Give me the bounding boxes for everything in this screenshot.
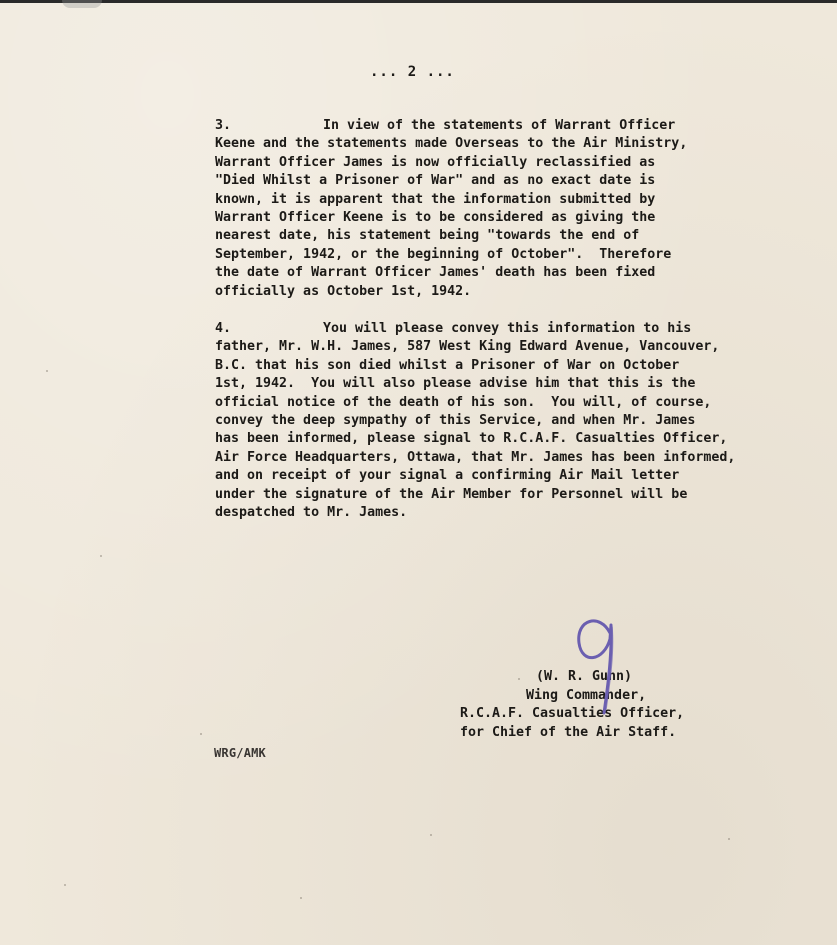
signatory-name: (W. R. Gunn) bbox=[536, 669, 633, 684]
paper-speck bbox=[518, 678, 520, 680]
paragraph-line: father, Mr. W.H. James, 587 West King Edward Avenue, Vancouver, bbox=[215, 339, 720, 355]
paragraph-line: officially as October 1st, 1942. bbox=[215, 283, 472, 299]
paper-speck bbox=[64, 884, 66, 886]
paragraph-line: under the signature of the Air Member for Personnel will be bbox=[215, 486, 688, 502]
paragraph-line: Warrant Officer James is now officially reclassified as bbox=[215, 154, 656, 170]
corner-smudge bbox=[62, 0, 102, 8]
paper-speck bbox=[430, 834, 432, 836]
page-top-edge bbox=[0, 0, 837, 3]
paper-speck bbox=[200, 733, 202, 735]
paragraph-line: Keene and the statements made Overseas to the Air Ministry, bbox=[215, 136, 688, 152]
paragraph-line: and on receipt of your signal a confirming Air Mail letter bbox=[215, 468, 680, 484]
paragraph-4 bbox=[215, 320, 815, 522]
paragraph-line: Air Force Headquarters, Ottawa, that Mr. James has been informed, bbox=[215, 449, 736, 465]
signatory-title: R.C.A.F. Casualties Officer, bbox=[460, 706, 685, 722]
paragraph-number: 4. bbox=[215, 321, 232, 336]
page-number: ... 2 ... bbox=[370, 64, 455, 80]
paragraph-line: B.C. that his son died whilst a Prisoner of War on October bbox=[215, 357, 680, 373]
paragraph-line: nearest date, his statement being "towards the end of bbox=[215, 228, 640, 244]
paragraph-line: "Died Whilst a Prisoner of War" and as no exact date is bbox=[215, 173, 656, 189]
paragraph-line: official notice of the death of his son. You will, of course, bbox=[215, 394, 712, 410]
paper-speck bbox=[728, 838, 730, 840]
paragraph-line: 3. In view of the statements of Warrant Officer bbox=[215, 117, 815, 135]
handwritten-signature bbox=[570, 605, 630, 715]
paragraph-line: Warrant Officer Keene is to be considered as giving the bbox=[215, 210, 656, 226]
reference-initials: WRG/AMK bbox=[214, 746, 266, 760]
paragraph-3 bbox=[215, 117, 815, 301]
paragraph-line: the date of Warrant Officer James' death has been fixed bbox=[215, 265, 656, 281]
signatory-authority: for Chief of the Air Staff. bbox=[460, 724, 677, 740]
paper-speck bbox=[100, 555, 102, 557]
paragraph-line: September, 1942, or the beginning of October". Therefore bbox=[215, 246, 672, 262]
paper-speck bbox=[300, 897, 302, 899]
paragraph-line: has been informed, please signal to R.C.A.F. Casualties Officer, bbox=[215, 431, 728, 447]
paragraph-line: convey the deep sympathy of this Service, and when Mr. James bbox=[215, 413, 696, 429]
signatory-rank: Wing Commander, bbox=[526, 687, 647, 703]
paragraph-line: known, it is apparent that the information submitted by bbox=[215, 191, 656, 207]
paper-speck bbox=[46, 370, 48, 372]
paragraph-line: 4. You will please convey this information to his bbox=[215, 320, 815, 338]
paragraph-number: 3. bbox=[215, 118, 232, 133]
paragraph-line: 1st, 1942. You will also please advise him that this is the bbox=[215, 376, 696, 392]
paragraph-line: despatched to Mr. James. bbox=[215, 505, 408, 521]
